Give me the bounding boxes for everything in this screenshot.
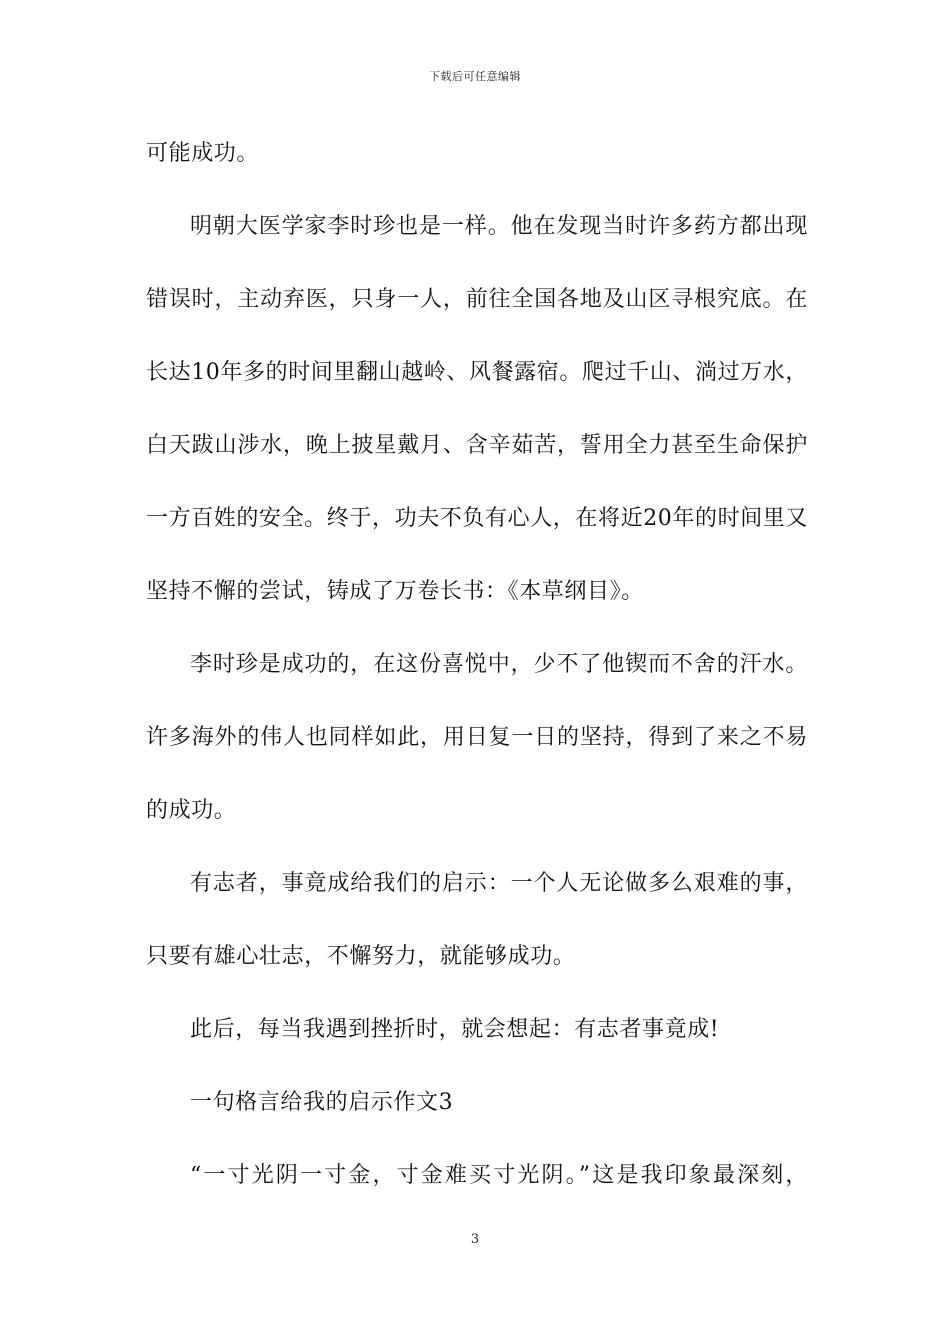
text-line: 的成功。	[146, 798, 237, 823]
text-line: 此后，每当我遇到挫折时，就会想起：有志者事竟成!	[190, 1017, 720, 1042]
text-line: 李时珍是成功的，在这份喜悦中，少不了他锲而不舍的汗水。	[190, 652, 808, 677]
document-body	[146, 128, 808, 1223]
text-line: 明朝大医学家李时珍也是一样。他在发现当时许多药方都出现	[190, 214, 808, 239]
page-number: 3	[470, 1232, 480, 1247]
text-line: 一方百姓的安全。终于，功夫不负有心人，在将近20年的时间里又	[146, 506, 808, 531]
text-line: 长达10年多的时间里翻山越岭、风餐露宿。爬过千山、淌过万水，	[146, 360, 808, 385]
section-heading: 一句格言给我的启示作文3	[190, 1090, 454, 1115]
text-line: “一寸光阴一寸金，寸金难买寸光阴。”这是我印象最深刻，	[190, 1163, 808, 1188]
page-header-note: 下载后可任意编辑	[429, 70, 521, 83]
text-line: 许多海外的伟人也同样如此，用日复一日的坚持，得到了来之不易	[146, 725, 808, 750]
text-line: 白天跋山涉水，晚上披星戴月、含辛茹苦，誓用全力甚至生命保护	[146, 433, 808, 458]
text-line: 可能成功。	[146, 141, 260, 166]
text-line: 坚持不懈的尝试，铸成了万卷长书：《本草纲目》。	[146, 579, 644, 604]
text-line: 有志者，事竟成给我们的启示：一个人无论做多么艰难的事，	[190, 871, 808, 896]
text-line: 错误时，主动弃医，只身一人，前往全国各地及山区寻根究底。在	[146, 287, 808, 312]
text-line: 只要有雄心壮志，不懈努力，就能够成功。	[146, 944, 576, 969]
